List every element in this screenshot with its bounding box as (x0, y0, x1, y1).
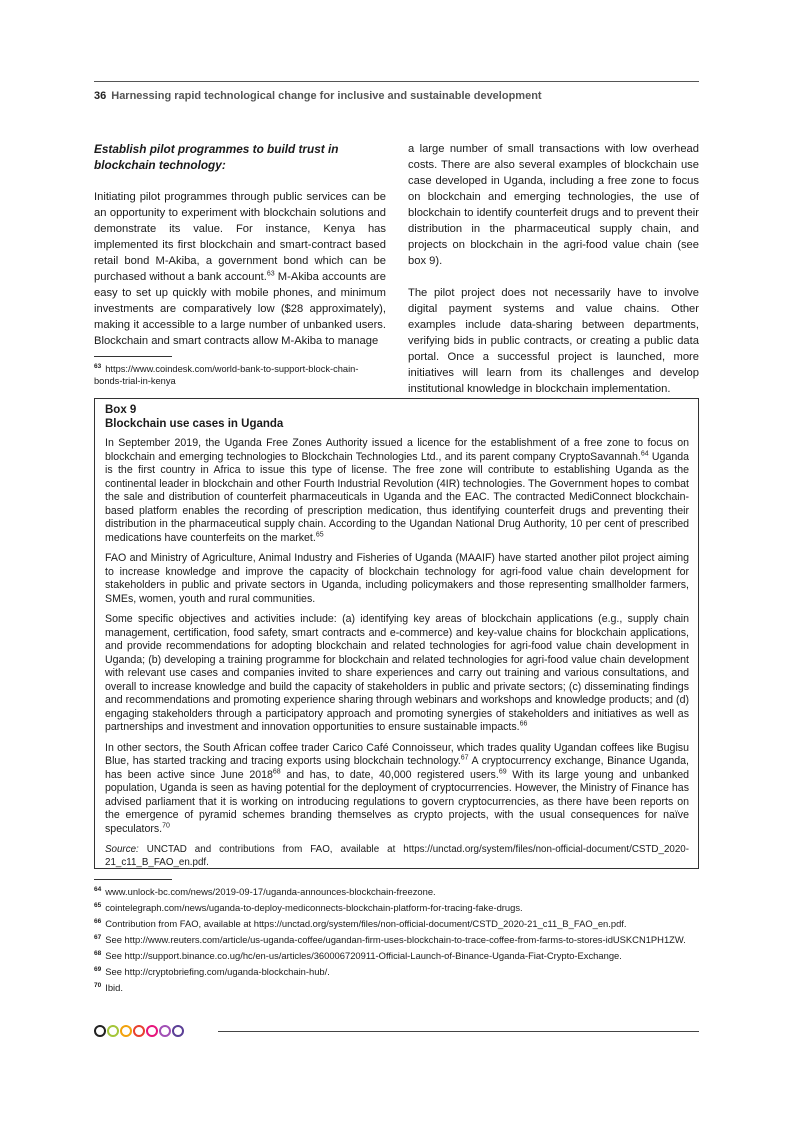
box-paragraph-2: FAO and Ministry of Agriculture, Animal Industry and Fisheries of Uganda (MAAIF) have started another pilot project aiming to increase knowledge and improve the capacity of blockchain technology for agri-food value chain development for stakeholders in public and private sectors in Uganda, including policymakers and those representing smallholder farmers, SMEs, women, youth and rural communities. (105, 552, 689, 605)
footnote-ref: 66 (519, 720, 528, 728)
footnote-66 (94, 918, 699, 930)
footnote-text: www.unlock-bc.com/news/2019-09-17/uganda-announces-blockchain-freezone. (105, 886, 436, 897)
footnote-number: 67 (94, 933, 102, 941)
box-p1-text-b: Uganda is the first country in Africa to issue this type of license. The free zone will contribute to establishing Uganda as the continental leader in blockchain and other Fourth Industrial Revolution (4IR) technologies. The Government hopes to combat the sale and distribution of counterfeit pharmaceuticals in Uganda and the EAC. The contracted MediConnect blockchain-based platform enables the recording of prescription medication, thus identifying counterfeit drugs and preventing their distribution in the pharmaceutical supply chain. According to the Ugandan National Drug Authority, 10 per cent of prescribed medications have counterfeits on the market. (105, 450, 689, 544)
footnote-number: 70 (94, 981, 102, 989)
footnote-text: Contribution from FAO, available at https://unctad.org/system/files/non-official-document/CSTD_2020-21_c11_B_FAO_en.pdf. (105, 918, 627, 929)
circle-icon-2 (107, 1025, 119, 1037)
footnote-number: 68 (94, 949, 102, 957)
box-p3-text: Some specific objectives and activities include: (a) identifying key areas of blockchain applications (e.g., supply chain management, certification, food safety, smart contracts and e-commerce) and key-value chains for blockchain applications, and provide recommendations for adopting blockchain and related technologies for agri-food value chain development in Uganda; (b) developing a training programme for blockchain and related technologies for agri-food value chain development with relevant use cases and companies invited to share experiences and carry out training and various consultations, and overall to increase knowledge and build the capacity of stakeholders in public and private sectors; (c) disseminating findings and recommendations and promoting experience sharing through webinars and workshops and knowledge products; and (d) engaging stakeholders through a participatory approach and promoting synergies of stakeholders and initiatives as well as partnerships and investment and innovation opportunities to ensure sustainable impacts. (105, 613, 689, 733)
footnote-number: 69 (94, 965, 102, 973)
box-title (105, 403, 283, 431)
box-9 (94, 398, 699, 869)
footnote-number: 63 (94, 362, 102, 370)
circle-icon-5 (146, 1025, 158, 1037)
footnote-ref: 65 (315, 530, 324, 538)
footnote-number: 64 (94, 885, 102, 893)
running-header (94, 90, 542, 102)
box-source (105, 843, 689, 869)
left-para-text-b: M-Akiba accounts are easy to set up quickly with mobile phones, and minimum investments are comparatively low ($28 approximately), making it accessible to a large number of unbanked users. Blockchain and smart contracts allow M-Akiba to manage (94, 271, 387, 347)
circle-icon-7 (172, 1025, 184, 1037)
box-body (105, 437, 689, 876)
box-p1-text-a: In September 2019, the Uganda Free Zones Authority issued a licence for the establishment of a free zone to focus on blockchain and emerging technologies to Blockchain Technologies Ltd., and its parent company CryptoSavannah. (105, 437, 689, 463)
circle-icon-1 (94, 1025, 106, 1037)
circle-icon-4 (133, 1025, 145, 1037)
footnote-68 (94, 950, 699, 962)
right-column (408, 141, 699, 397)
box-p4-text-b: A cryptocurrency exchange, Binance Uganda, has been active since June 2018 (105, 755, 689, 781)
left-footnote (94, 363, 386, 387)
footnote-text: See http://www.reuters.com/article/us-uganda-coffee/ugandan-firm-uses-blockchain-to-trace-coffee-from-farms-to-stores-idUSKCN1PH1ZW. (105, 934, 686, 945)
box-p4-text-c: and has, to date, 40,000 registered users. (280, 768, 499, 781)
footnote-ref: 68 (272, 767, 281, 775)
footnote-ref: 63 (266, 270, 275, 278)
section-subheading: Establish pilot programmes to build trust in blockchain technology: (94, 142, 339, 172)
box-label: Box 9 (105, 404, 137, 416)
right-paragraph-2: The pilot project does not necessarily have to involve digital payment systems and value chains. Other examples include data-sharing between departments, verifying bids in public contracts, or creating a public data portal. Once a successful project is launched, more initiatives will learn from its challenges and develop institutional knowledge in blockchain implementation. (408, 287, 699, 395)
footnote-65 (94, 902, 699, 914)
box-paragraph-1 (105, 437, 689, 545)
footnote-ref: 70 (162, 821, 170, 829)
footnote-ref: 64 (640, 449, 649, 457)
box-paragraph-4 (105, 742, 689, 837)
footnote-text: https://www.coindesk.com/world-bank-to-support-block-chain-bonds-trial-in-kenya (94, 364, 359, 386)
left-paragraph (94, 189, 386, 349)
left-footnote-rule (94, 356, 172, 357)
box-heading: Blockchain use cases in Uganda (105, 418, 284, 430)
right-paragraph-1: a large number of small transactions with low overhead costs. There are also several examples of blockchain use case developed in Uganda, including a free zone to focus on blockchain and emerging technologies, the use of blockchain to identify counterfeit drugs and to prevent their distribution in the pharmaceutical supply chain, and projects on blockchain in the agri-food value chain (see box 9). (408, 143, 699, 267)
page-number: 36 (94, 90, 107, 102)
footnotes-rule (94, 879, 172, 880)
footer-rule (218, 1031, 699, 1032)
header-rule (94, 81, 699, 82)
running-title: Harnessing rapid technological change for inclusive and sustainable development (111, 90, 542, 102)
left-para-text-a: Initiating pilot programmes through public services can be an opportunity to experiment with blockchain solutions and demonstrate its value. For instance, Kenya has implemented its first blockchain and smart-contract based retail bond M-Akiba, a government bond which can be purchased without a bank account. (94, 191, 386, 283)
box-p4-text-d: With its large young and unbanked population, Uganda is seen as having potential for the deployment of cryptocurrencies. However, the Ministry of Finance has advised parliament that it is working on introducing regulations to govern cryptocurrencies, as there have been reports on the emergence of pyramid schemes branding themselves as crypto projects, with the usual consequences for naïve speculators. (105, 768, 690, 835)
source-label: Source: (105, 844, 139, 855)
box-paragraph-3 (105, 613, 689, 735)
footnote-text: cointelegraph.com/news/uganda-to-deploy-mediconnects-blockchain-platform-for-tracing-fake-drugs. (105, 902, 523, 913)
footnote-64 (94, 886, 699, 898)
left-column (94, 141, 386, 349)
footnote-text: Ibid. (105, 982, 123, 993)
footnote-text: See http://cryptobriefing.com/uganda-blockchain-hub/. (105, 966, 330, 977)
footnote-text: See http://support.binance.co.ug/hc/en-us/articles/360006720911-Official-Launch-of-Binance-Uganda-Fiat-Crypto-Exchange. (105, 950, 622, 961)
footnote-69 (94, 966, 699, 978)
source-text: UNCTAD and contributions from FAO, available at https://unctad.org/system/files/non-official-document/CSTD_2020-21_c11_B_FAO_en.pdf. (105, 844, 689, 868)
circle-icon-3 (120, 1025, 132, 1037)
footnote-ref: 67 (460, 754, 469, 762)
footnote-70 (94, 982, 699, 994)
footnote-number: 65 (94, 901, 102, 909)
footnote-67 (94, 934, 699, 946)
box-p4-text-a: In other sectors, the South African coffee trader Carico Café Connoisseur, which trades quality Ugandan coffees like Bugisu Blue, has started tracking and tracing exports using blockchain technology. (105, 741, 689, 767)
circle-icon-6 (159, 1025, 171, 1037)
decorative-circles (94, 1023, 185, 1039)
footnote-number: 66 (94, 917, 102, 925)
footnotes-list (94, 886, 699, 998)
footnote-ref: 69 (498, 767, 507, 775)
